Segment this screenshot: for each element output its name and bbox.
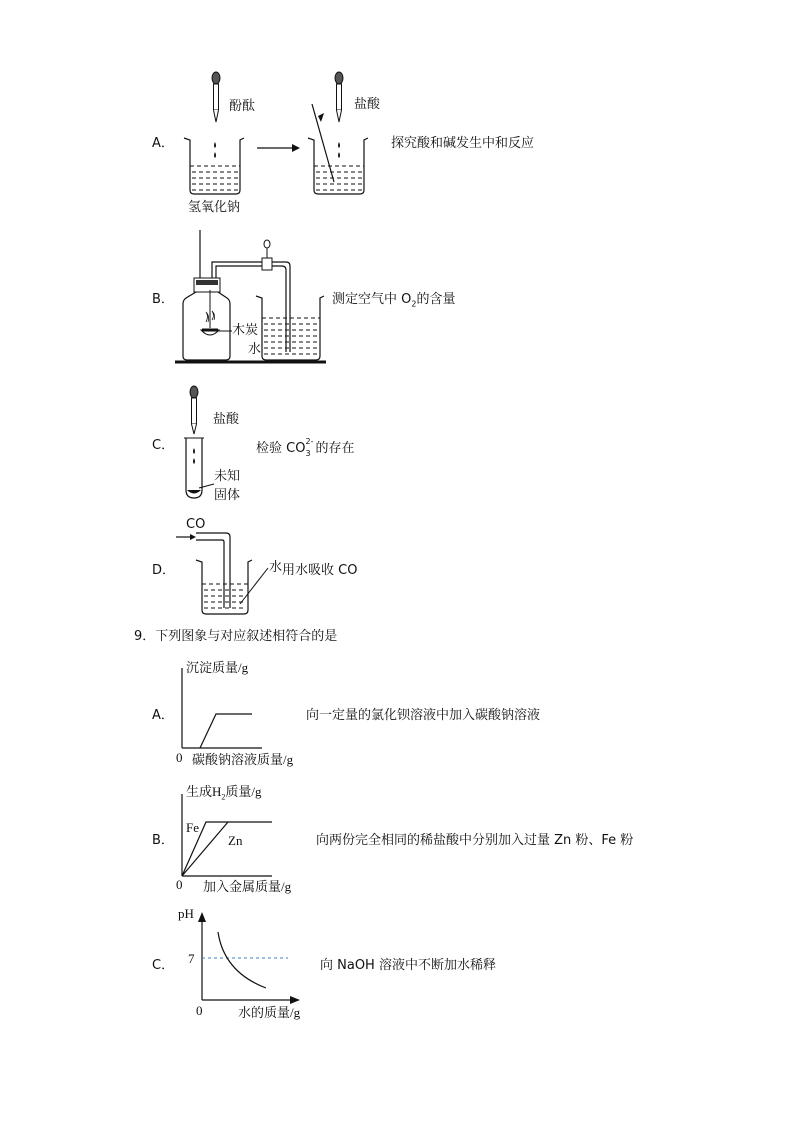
origin-label: 0 xyxy=(176,750,183,765)
option-description: 探究酸和碱发生中和反应 xyxy=(391,136,535,151)
option-description: 向两份完全相同的稀盐酸中分别加入过量 Zn 粉、Fe 粉 xyxy=(316,833,634,848)
option-letter: C． xyxy=(152,438,175,453)
x-axis-label: 水的质量/g xyxy=(238,1005,301,1020)
solid-label: 固体 xyxy=(214,488,241,503)
arrow-icon xyxy=(198,912,206,922)
option-description: 测定空气中 $O_2$的含量 xyxy=(332,292,456,309)
origin-label: 0 xyxy=(196,1003,203,1018)
x-axis-label: 加入金属质量/g xyxy=(203,879,292,894)
option-letter: B． xyxy=(152,833,174,848)
dropper-label: 酚酞 xyxy=(229,99,256,114)
water-label: 水 xyxy=(248,342,262,357)
option-letter: A． xyxy=(152,136,174,151)
y-axis-label: 生成$H_2$质量/g xyxy=(186,784,262,802)
option-letter: C． xyxy=(152,958,175,973)
arrow-icon xyxy=(290,996,300,1004)
series-label-fe: Fe xyxy=(186,820,199,835)
y-axis-label: pH xyxy=(178,906,194,921)
x-axis-label: 碳酸钠溶液质量/g xyxy=(192,752,294,767)
option-description: 向 NaOH 溶液中不断加水稀释 xyxy=(320,958,496,973)
y-tick-label: 7 xyxy=(188,951,195,966)
series-line xyxy=(218,932,266,988)
origin-label: 0 xyxy=(176,877,183,892)
charcoal-label: 木炭 xyxy=(232,323,259,338)
option-description: 向一定量的氯化钡溶液中加入碳酸钠溶液 xyxy=(306,708,541,723)
option-letter: D． xyxy=(152,563,176,578)
y-axis-label: 沉淀质量/g xyxy=(186,660,249,675)
dropper-label: 盐酸 xyxy=(354,97,381,112)
series-label-zn: Zn xyxy=(228,833,243,848)
option-letter: A． xyxy=(152,708,174,723)
option-letter: B． xyxy=(152,292,174,307)
option-description: 检验 CO 2- 3 的存在 xyxy=(256,437,355,458)
dropper-label: 盐酸 xyxy=(213,412,240,427)
option-description: 用水吸收 CO xyxy=(282,563,358,578)
beaker-label: 氢氧化钠 xyxy=(188,200,241,215)
gas-label: CO xyxy=(186,517,206,532)
water-label: 水 xyxy=(269,560,283,575)
question-stem: 9．下列图象与对应叙述相符合的是 xyxy=(134,629,338,644)
solid-label: 未知 xyxy=(214,469,241,484)
